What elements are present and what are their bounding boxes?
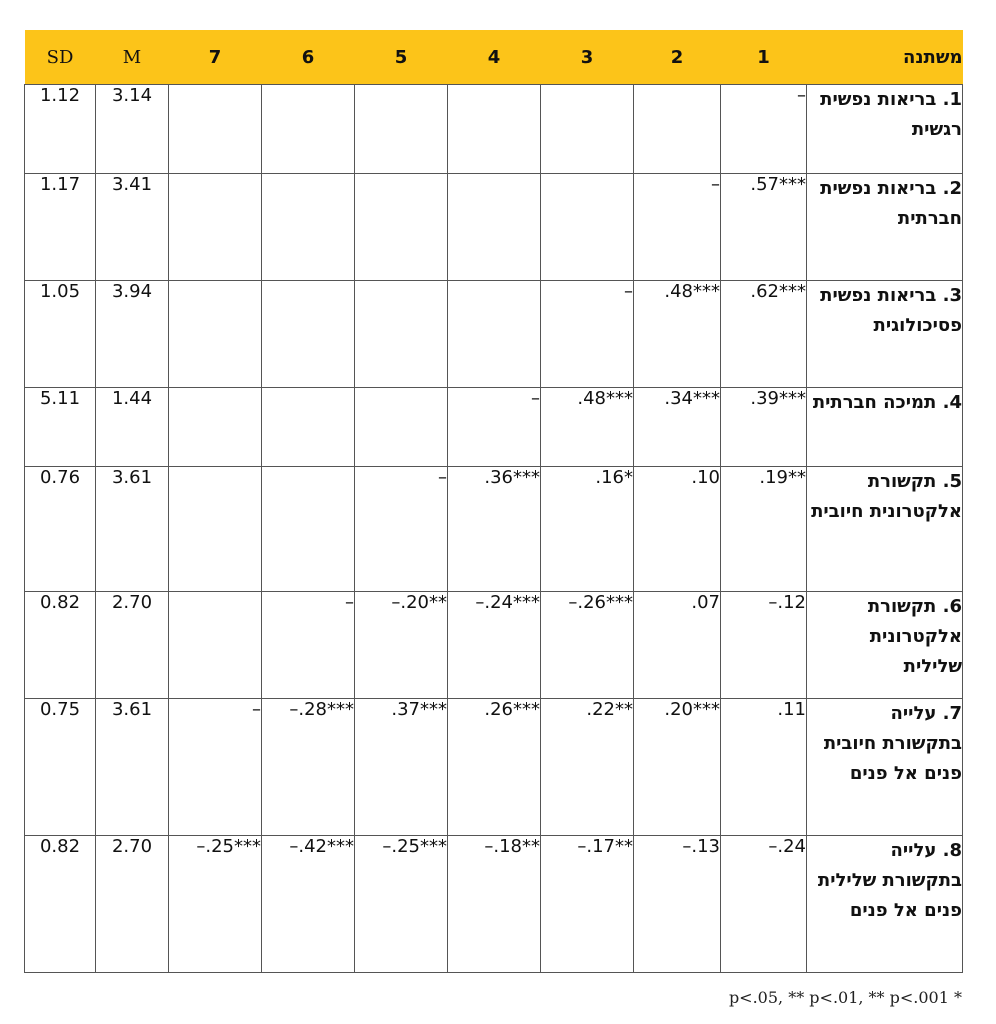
m-cell: 2.70 (96, 836, 169, 973)
sd-cell: 0.82 (25, 836, 96, 973)
corr-cell: –.20** (355, 592, 448, 699)
header-col-4: 4 (448, 30, 541, 85)
header-col-3: 3 (541, 30, 634, 85)
table-row (25, 592, 963, 699)
header-m: M (96, 30, 169, 85)
variable-name: 4. תמיכה חברתית (807, 388, 963, 467)
header-row (25, 30, 963, 85)
corr-cell: .11 (721, 699, 807, 836)
sd-cell: 0.76 (25, 467, 96, 592)
corr-cell: .22** (541, 699, 634, 836)
m-cell: 3.61 (96, 467, 169, 592)
corr-cell: – (448, 388, 541, 467)
corr-cell: – (355, 467, 448, 592)
corr-cell: .37*** (355, 699, 448, 836)
correlation-table (24, 30, 963, 973)
corr-cell: –.25*** (169, 836, 262, 973)
sd-cell: 5.11 (25, 388, 96, 467)
corr-cell (355, 85, 448, 174)
corr-cell: .20*** (634, 699, 721, 836)
corr-cell (169, 85, 262, 174)
corr-cell (541, 85, 634, 174)
variable-name: 8. עלייה בתקשורת שלילית פנים אל פנים (807, 836, 963, 973)
header-col-7: 7 (169, 30, 262, 85)
table-row (25, 174, 963, 281)
corr-cell: – (634, 174, 721, 281)
table-row (25, 85, 963, 174)
corr-cell (262, 388, 355, 467)
variable-name: 6. תקשורת אלקטרונית שלילית (807, 592, 963, 699)
corr-cell: –.24*** (448, 592, 541, 699)
significance-footnote: p<.05, ** p<.01, ** p<.001 * (728, 988, 962, 1007)
m-cell: 2.70 (96, 592, 169, 699)
corr-cell: –.25*** (355, 836, 448, 973)
header-col-6: 6 (262, 30, 355, 85)
sd-cell: 1.05 (25, 281, 96, 388)
corr-cell: .10 (634, 467, 721, 592)
corr-cell (448, 281, 541, 388)
corr-cell: –.28*** (262, 699, 355, 836)
header-col-2: 2 (634, 30, 721, 85)
corr-cell: .62*** (721, 281, 807, 388)
corr-cell: –.42*** (262, 836, 355, 973)
table-row (25, 467, 963, 592)
corr-cell: .07 (634, 592, 721, 699)
corr-cell: –.13 (634, 836, 721, 973)
corr-cell: .48*** (634, 281, 721, 388)
corr-cell: – (541, 281, 634, 388)
header-sd: SD (25, 30, 96, 85)
header-variable: משתנה (807, 30, 963, 85)
m-cell: 3.94 (96, 281, 169, 388)
table-row (25, 388, 963, 467)
corr-cell (169, 467, 262, 592)
corr-cell (634, 85, 721, 174)
corr-cell: .16* (541, 467, 634, 592)
sd-cell: 1.17 (25, 174, 96, 281)
corr-cell (541, 174, 634, 281)
variable-name: 7. עלייה בתקשורת חיובית פנים אל פנים (807, 699, 963, 836)
m-cell: 3.41 (96, 174, 169, 281)
corr-cell (169, 281, 262, 388)
corr-cell: .19** (721, 467, 807, 592)
corr-cell (355, 281, 448, 388)
corr-cell: .48*** (541, 388, 634, 467)
corr-cell: .39*** (721, 388, 807, 467)
m-cell: 1.44 (96, 388, 169, 467)
table-row (25, 699, 963, 836)
header-col-5: 5 (355, 30, 448, 85)
corr-cell (448, 174, 541, 281)
corr-cell (262, 467, 355, 592)
corr-cell: .34*** (634, 388, 721, 467)
corr-cell (262, 85, 355, 174)
corr-cell: .36*** (448, 467, 541, 592)
corr-cell: –.18** (448, 836, 541, 973)
sd-cell: 0.75 (25, 699, 96, 836)
corr-cell: .57*** (721, 174, 807, 281)
sd-cell: 1.12 (25, 85, 96, 174)
m-cell: 3.61 (96, 699, 169, 836)
variable-name: 2. בריאות נפשית חברתית (807, 174, 963, 281)
variable-name: 1. בריאות נפשית רגשית (807, 85, 963, 174)
corr-cell: – (262, 592, 355, 699)
corr-cell: .26*** (448, 699, 541, 836)
corr-cell (262, 281, 355, 388)
variable-name: 3. בריאות נפשית פסיכולוגית (807, 281, 963, 388)
corr-cell: – (169, 699, 262, 836)
corr-cell (169, 592, 262, 699)
corr-cell (448, 85, 541, 174)
corr-cell: –.26*** (541, 592, 634, 699)
corr-cell (355, 174, 448, 281)
table-row (25, 281, 963, 388)
corr-cell (169, 174, 262, 281)
corr-cell (169, 388, 262, 467)
corr-cell (355, 388, 448, 467)
corr-cell: – (721, 85, 807, 174)
corr-cell: –.17** (541, 836, 634, 973)
sd-cell: 0.82 (25, 592, 96, 699)
corr-cell: –.24 (721, 836, 807, 973)
table-row (25, 836, 963, 973)
variable-name: 5. תקשורת אלקטרונית חיובית (807, 467, 963, 592)
corr-cell (262, 174, 355, 281)
header-col-1: 1 (721, 30, 807, 85)
m-cell: 3.14 (96, 85, 169, 174)
corr-cell: –.12 (721, 592, 807, 699)
